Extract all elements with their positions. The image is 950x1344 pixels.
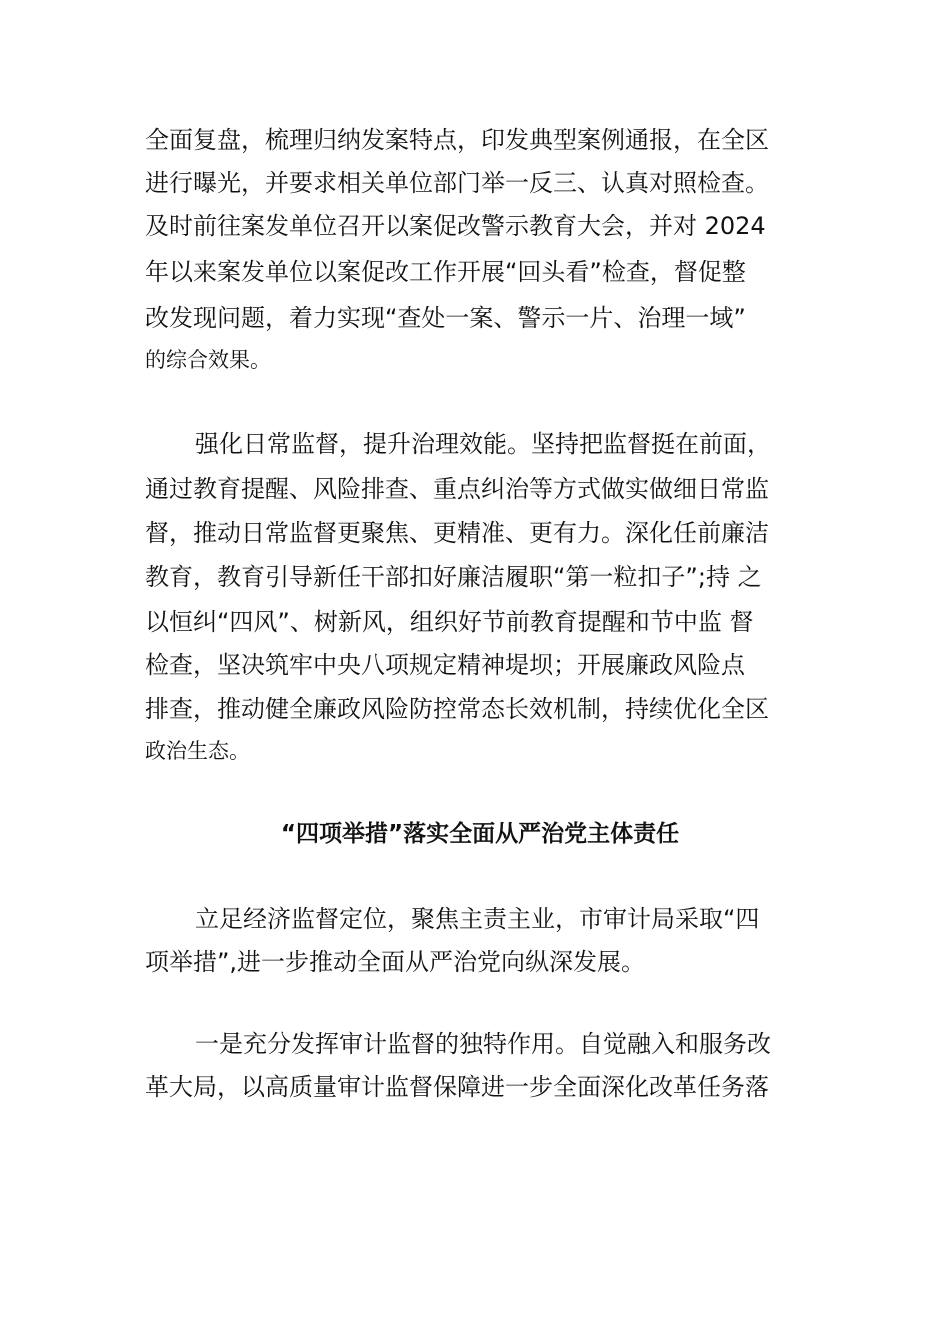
paragraph-line: 检查，坚决筑牢中央八项规定精神堤坝；开展廉政风险点	[145, 651, 745, 679]
paragraph-line: 一是充分发挥审计监督的独特作用。自觉融入和服务改	[195, 1030, 771, 1058]
paragraph-line: 年以来案发单位以案促改工作开展“回头看”检查，督促整	[145, 258, 746, 286]
paragraph-line: 改发现问题，着力实现“查处一案、警示一片、治理一域”	[145, 304, 746, 332]
paragraph-line: 教育，教育引导新任干部扣好廉洁履职“第一粒扣子”;持 之	[145, 563, 762, 591]
paragraph-line: 项举措”,进一步推动全面从严治党向纵深发展。	[145, 948, 646, 976]
paragraph-line: 的综合效果。	[145, 348, 271, 372]
paragraph-line: 通过教育提醒、风险排查、重点纠治等方式做实做细日常监	[145, 475, 769, 503]
paragraph-line: 督，推动日常监督更聚焦、更精准、更有力。深化任前廉洁	[145, 519, 769, 547]
paragraph-line: 强化日常监督，提升治理效能。坚持把监督挺在前面，	[195, 430, 771, 458]
paragraph-line: 进行曝光，并要求相关单位部门举一反三、认真对照检查。	[145, 169, 769, 197]
paragraph-line: 排查，推动健全廉政风险防控常态长效机制，持续优化全区	[145, 695, 769, 723]
paragraph-line: 全面复盘，梳理归纳发案特点，印发典型案例通报，在全区	[145, 126, 769, 154]
paragraph-line: 及时前往案发单位召开以案促改警示教育大会，并对 2024	[145, 212, 766, 240]
paragraph-line: 政治生态。	[145, 739, 250, 763]
section-heading: “四项举措”落实全面从严治党主体责任	[280, 821, 680, 847]
paragraph-line: 立足经济监督定位，聚焦主责主业，市审计局采取“四	[195, 905, 760, 933]
paragraph-line: 以恒纠“四风”、树新风，组织好节前教育提醒和节中监 督	[145, 608, 754, 636]
paragraph-line: 革大局，以高质量审计监督保障进一步全面深化改革任务落	[145, 1073, 769, 1101]
